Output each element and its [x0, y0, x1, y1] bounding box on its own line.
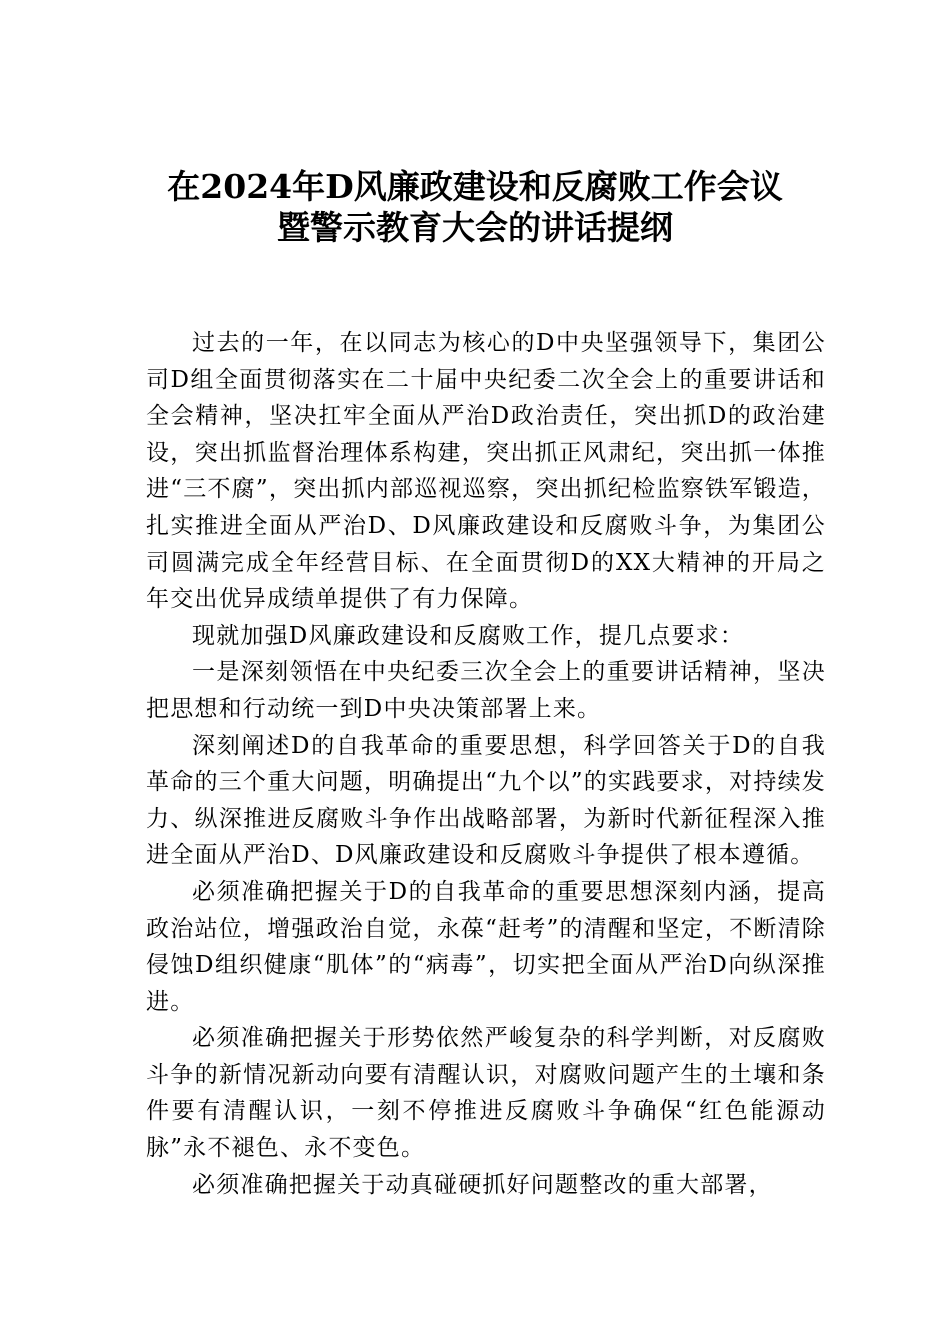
paragraph-review: 过去的一年，在以同志为核心的D中央坚强领导下，集团公司D组全面贯彻落实在二十届中央纪委二次全会上的重要讲话和全会精神，坚决扛牢全面从严治D政治责任，突出抓D的政治建设，突出抓监督治理体系构建，突出抓正风肃纪，突出抓一体推进“三不腐”，突出抓内部巡视巡察，突出抓纪检监察铁军锻造，扎实推进全面从严治D、D风廉政建设和反腐败斗争，为集团公司圆满完成全年经营目标、在全面贯彻D的XX大精神的开局之年交出优异成绩单提供了有力保障。 — [146, 330, 826, 613]
paragraph-requirements-intro: 现就加强D风廉政建设和反腐败工作，提几点要求： — [192, 622, 745, 649]
paragraph-situation: 必须准确把握关于形势依然严峻复杂的科学判断，对反腐败斗争的新情况新动向要有清醒认识，对腐败问题产生的土壤和条件要有清醒认识，一刻不停推进反腐败斗争确保“红色能源动脉”永不褪色、永不变色。 — [146, 1025, 826, 1162]
document-title-line-1: 在2024年D风廉政建设和反腐败工作会议 — [167, 167, 783, 206]
document-title-line-2: 暨警示教育大会的讲话提纲 — [277, 208, 673, 247]
paragraph-connotation: 必须准确把握关于D的自我革命的重要思想深刻内涵，提高政治站位，增强政治自觉，永葆“赶考”的清醒和坚定，不断清除侵蚀D组织健康“肌体”的“病毒”，切实把全面从严治D向纵深推进。 — [146, 878, 826, 1015]
paragraph-point-one: 一是深刻领悟在中央纪委三次全会上的重要讲话精神，坚决把思想和行动统一到D中央决策部署上来。 — [146, 659, 826, 722]
paragraph-rectification: 必须准确把握关于动真碰硬抓好问题整改的重大部署， — [192, 1171, 773, 1198]
paragraph-self-revolution: 深刻阐述D的自我革命的重要思想，科学回答关于D的自我革命的三个重大问题，明确提出“九个以”的实践要求，对持续发力、纵深推进反腐败斗争作出战略部署，为新时代新征程深入推进全面从严治D、D风廉政建设和反腐败斗争提供了根本遵循。 — [146, 732, 826, 869]
document-body — [146, 325, 826, 1203]
